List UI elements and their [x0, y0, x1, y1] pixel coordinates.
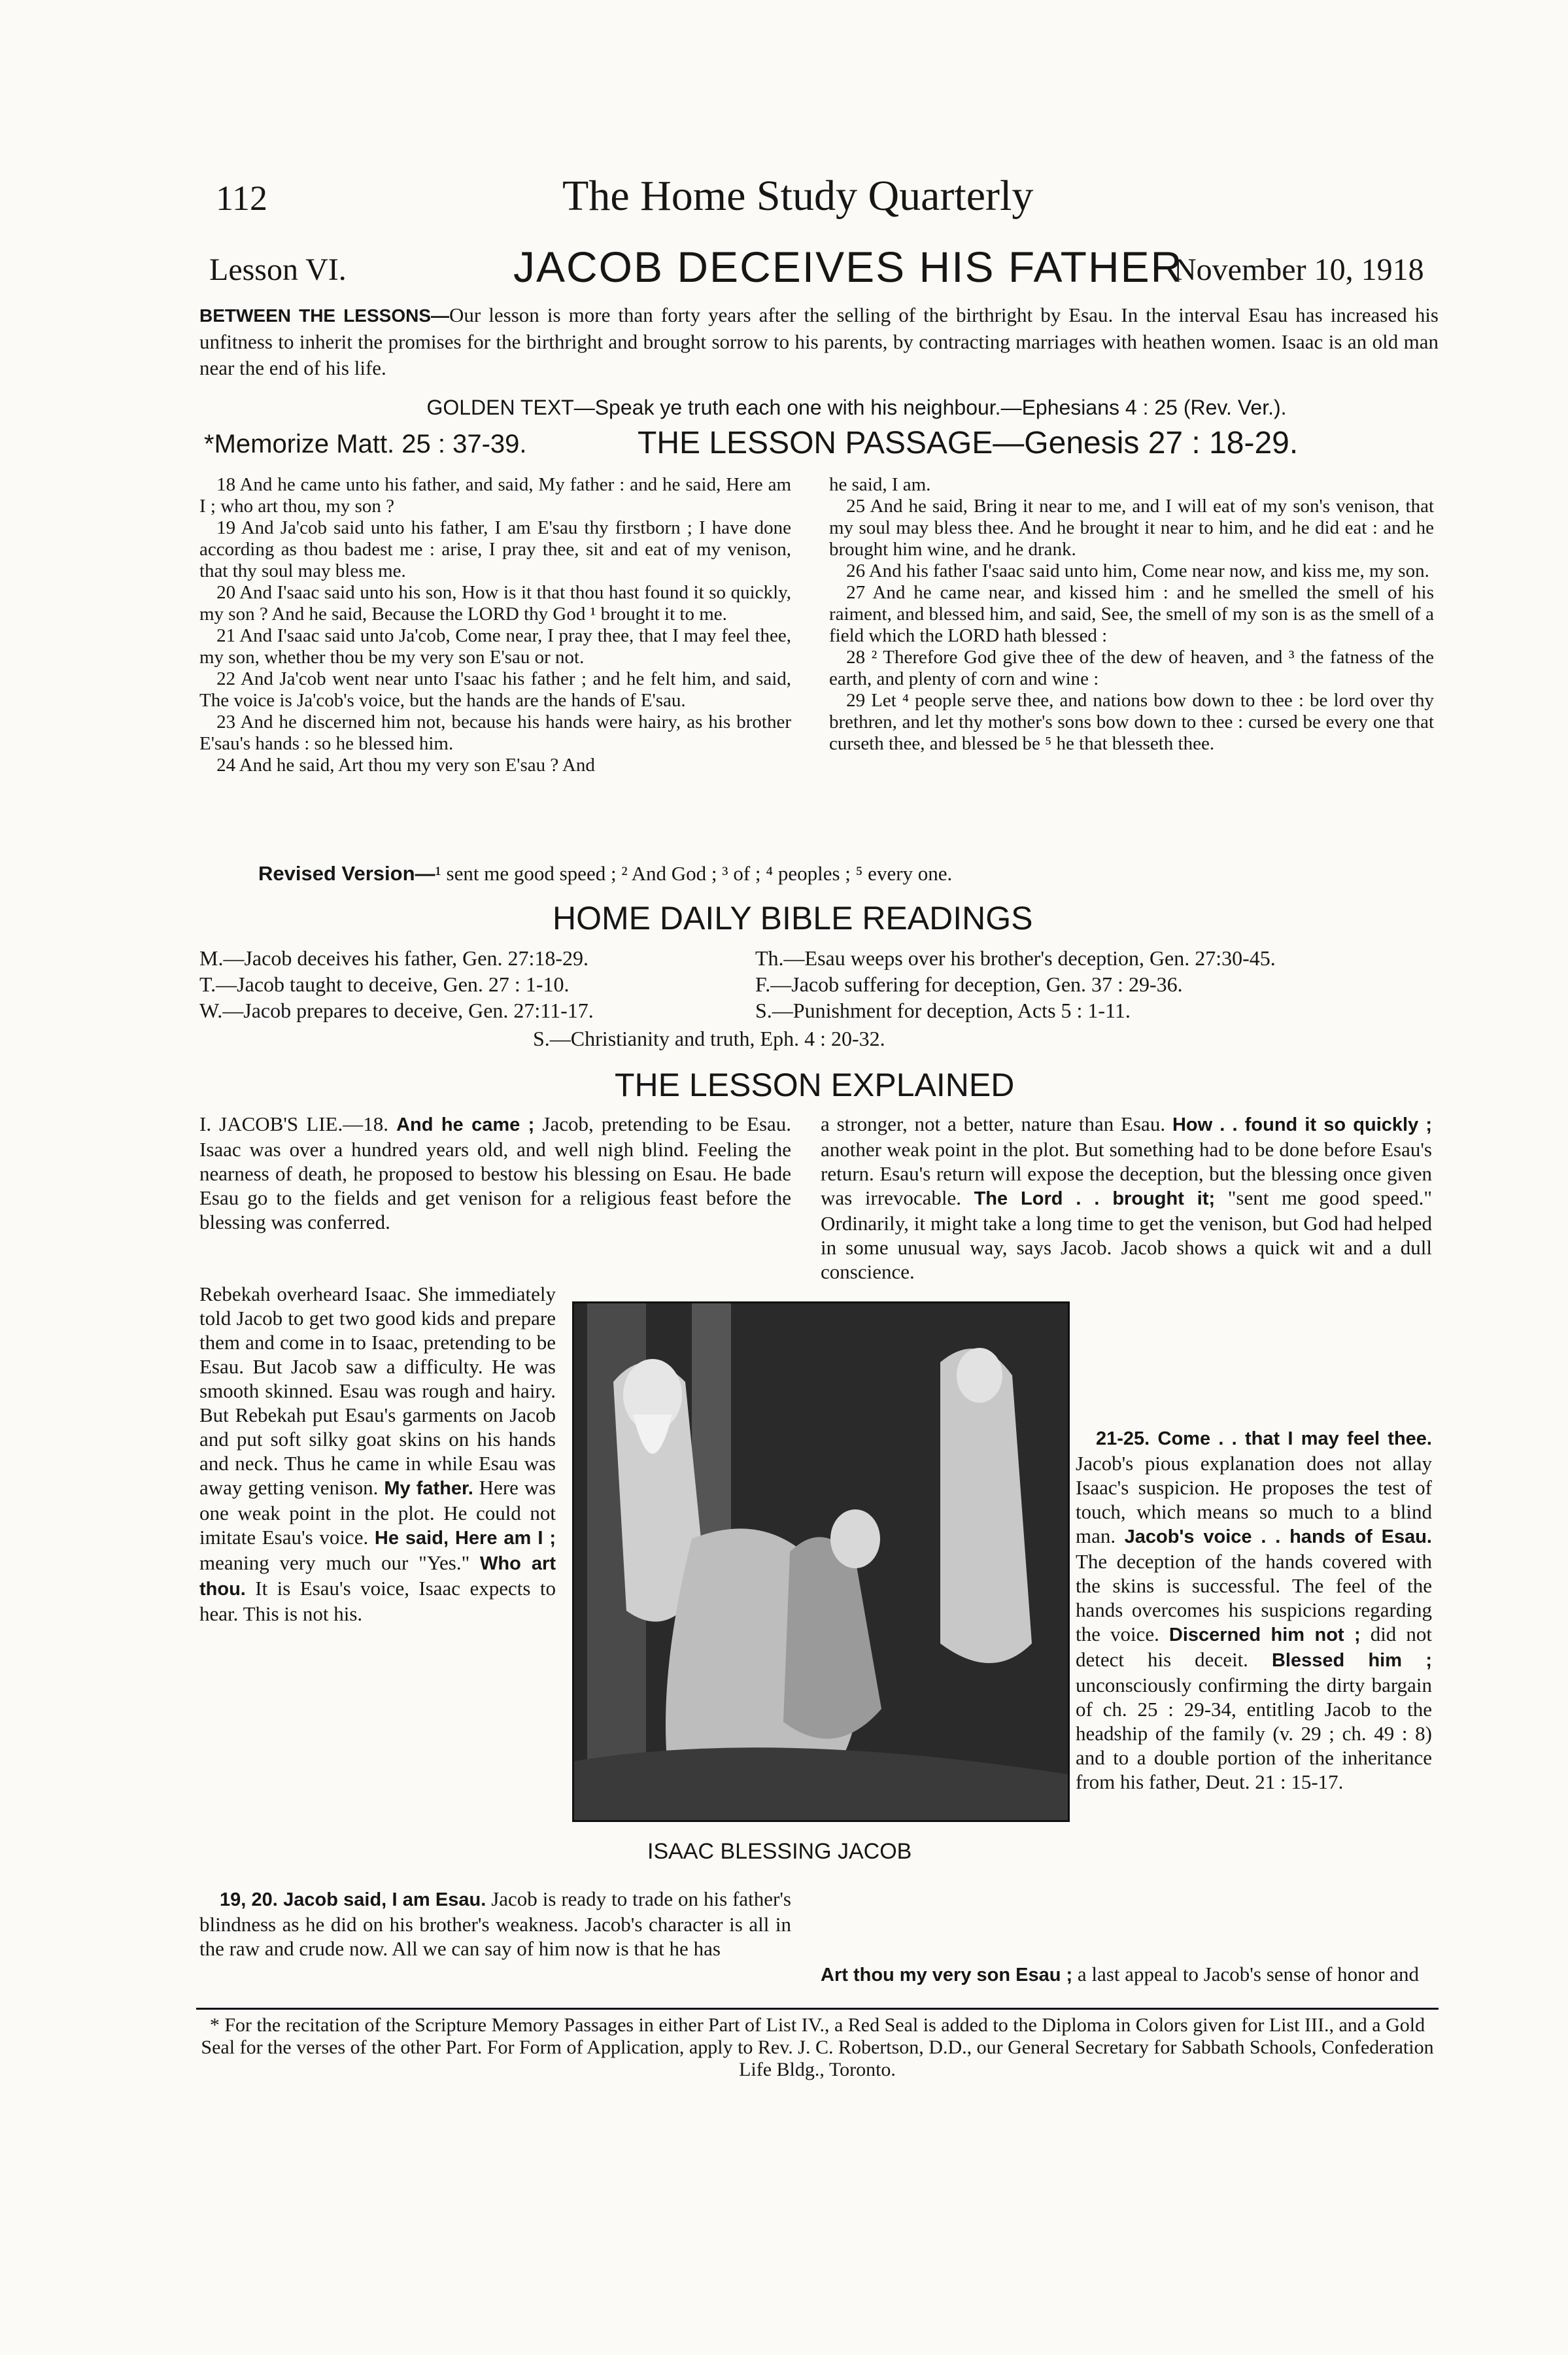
reading-item: F.—Jacob suffering for deception, Gen. 37 : 29-36.: [755, 972, 1183, 996]
paragraph-text: unconsciously confirming the dirty bargain of ch. 25 : 29-34, entitling Jacob to the headship of the family (v. 29 ; ch. 49 : 8) and to a double portion of the inheritance from his father, Deut. 21 : 15-17.: [1076, 1674, 1432, 1793]
verse: he said, I am.: [829, 474, 931, 495]
paragraph-text: Rebekah overheard Isaac. She immediately told Jacob to get two good kids and prepare them and come in to Isaac, pretending to be Esau. But Jacob saw a difficulty. He was smooth skinned. Esau was rough and hairy. But Rebekah put Esau's garments on Jacob and put soft silky goat skins on his hands and neck. Thus he came in while Esau was away getting venison.: [199, 1282, 556, 1499]
verse: 26 And his father I'saac said unto him, Come near now, and kiss me, my son.: [846, 560, 1429, 581]
verse: 28 ² Therefore God give thee of the dew of heaven, and ³ the fatness of the earth, and plenty of corn and wine :: [829, 647, 1434, 689]
phrase-heading: And he came ;: [396, 1114, 535, 1135]
phrase-heading: Art thou my very son Esau ;: [821, 1965, 1073, 1985]
paragraph-text: "sent me good speed." Ordinarily, it might take a long time to get the venison, but God had helped in some unusual way, says Jacob. Jacob shows a quick wit and a dull conscience.: [821, 1186, 1433, 1283]
reading-item: S.—Punishment for deception, Acts 5 : 1-11.: [755, 999, 1131, 1022]
memorize-note: *Memorize Matt. 25 : 37-39.: [204, 430, 527, 458]
verse: 29 Let ⁴ people serve thee, and nations bow down to thee : be lord over thy brethren, and let thy mother's sons bow down to thee : cursed be every one that curseth thee, and blessed be ⁵ he that blesseth thee.: [829, 690, 1434, 754]
explained-right-upper: [821, 1112, 1432, 1284]
readings-heading: HOME DAILY BIBLE READINGS: [553, 900, 1033, 937]
illustration-isaac-blessing-jacob: [572, 1301, 1070, 1822]
paragraph-text: meaning very much our "Yes.": [199, 1551, 470, 1574]
paragraph-text: a last appeal to Jacob's sense of honor and: [1072, 1963, 1420, 1985]
paragraph-text: Jacob's pious explanation does not allay Isaac's suspicion. He proposes the test of touch, which means so much to a blind man.: [1076, 1452, 1432, 1547]
explained-left-lower: [199, 1887, 791, 1961]
reading-item: M.—Jacob deceives his father, Gen. 27:18-29.: [199, 946, 588, 970]
footnote-divider: [196, 2008, 1439, 2010]
between-the-lessons: [199, 302, 1439, 381]
phrase-heading: Jacob's voice . . hands of Esau.: [1124, 1526, 1432, 1547]
explained-left-narrow: [199, 1282, 556, 1626]
reading-item-last: S.—Christianity and truth, Eph. 4 : 20-32.: [533, 1027, 885, 1050]
paragraph-text: It is Esau's voice, Isaac expects to hear. This is not his.: [199, 1577, 556, 1625]
verse: 24 And he said, Art thou my very son E'sau ? And: [216, 755, 595, 776]
verse: 20 And I'saac said unto his son, How is it that thou hast found it so quickly, my son ? And he said, Because the LORD thy God ¹ brought it to me.: [199, 582, 791, 625]
phrase-heading: The Lord . . brought it;: [974, 1188, 1216, 1209]
paragraph-text: Here was one weak point in the plot. He could not imitate Esau's voice.: [199, 1476, 556, 1549]
verse: 23 And he discerned him not, because his hands were hairy, as his brother E'sau's hands : so he blessed him.: [199, 712, 791, 754]
phrase-heading: How . . found it so quickly ;: [1172, 1114, 1433, 1135]
verse: 21 And I'saac said unto Ja'cob, Come near, I pray thee, that I may feel thee, my son, whether thou be my very son E'sau or not.: [199, 625, 791, 668]
paragraph-text: Jacob is ready to trade on his father's blindness as he did on his brother's weakness. Jacob's character is all in the raw and crude now. All we can say of him now is that he has: [199, 1887, 791, 1960]
reading-item: W.—Jacob prepares to deceive, Gen. 27:11-17.: [199, 999, 594, 1022]
reading-item: T.—Jacob taught to deceive, Gen. 27 : 1-10.: [199, 972, 570, 996]
readings-left: [199, 945, 594, 1023]
revised-label: Revised Version—: [258, 862, 435, 885]
verse: 27 And he came near, and kissed him : and he smelled the smell of his raiment, and blessed him, and said, See, the smell of my son is as the smell of a field which the LORD hath blessed :: [829, 582, 1434, 646]
revised-text: ¹ sent me good speed ; ² And God ; ³ of ; ⁴ peoples ; ⁵ every one.: [435, 862, 953, 885]
paragraph-text: a stronger, not a better, nature than Esau.: [821, 1112, 1166, 1135]
verses-left-column: [199, 474, 791, 776]
lesson-date: November 10, 1918: [1174, 252, 1424, 287]
journal-title: The Home Study Quarterly: [562, 172, 1034, 220]
verse: 22 And Ja'cob went near unto I'saac his father ; and he felt him, and said, The voice is Ja'cob's voice, but the hands are the hands of E'sau.: [199, 668, 791, 711]
phrase-heading: Blessed him ;: [1271, 1650, 1432, 1671]
phrase-heading: Discerned him not ;: [1168, 1624, 1361, 1645]
engraving-picture: [574, 1303, 1068, 1820]
section-heading: I. JACOB'S LIE.—18.: [199, 1112, 388, 1135]
paragraph-text: another weak point in the plot. But something had to be done before Esau's return. Esau's return will expose the deception, but the blessing once given was irrevocable.: [821, 1138, 1432, 1209]
phrase-heading: My father.: [384, 1478, 473, 1499]
phrase-heading: 21-25. Come . . that I may feel thee.: [1096, 1428, 1432, 1449]
paragraph-text: The deception of the hands covered with the skins is successful. The feel of the hands overcomes his suspicions regarding the voice.: [1076, 1550, 1432, 1645]
verse: 18 And he came unto his father, and said, My father : and he said, Here am I ; who art thou, my son ?: [199, 474, 791, 517]
lesson-title: JACOB DECEIVES HIS FATHER: [513, 243, 1184, 291]
verse: 25 And he said, Bring it near to me, and I will eat of my son's venison, that my soul may bless thee. And he brought it near to him, and he did eat : and he brought him wine, and he drank.: [829, 496, 1434, 560]
illustration-caption: ISAAC BLESSING JACOB: [647, 1839, 912, 1864]
verse: 19 And Ja'cob said unto his father, I am E'sau thy firstborn ; I have done according as thou badest me : arise, I pray thee, sit and eat of my venison, that thy soul may bless me.: [199, 517, 791, 581]
explained-right-lower: [821, 1962, 1432, 1987]
between-label: BETWEEN THE LESSONS—: [199, 305, 450, 326]
reading-item: Th.—Esau weeps over his brother's deception, Gen. 27:30-45.: [755, 946, 1276, 970]
paragraph-text: did not detect his deceit.: [1076, 1623, 1432, 1671]
revised-version-note: [258, 862, 952, 885]
golden-text: GOLDEN TEXT—Speak ye truth each one with his neighbour.—Ephesians 4 : 25 (Rev. Ver.).: [426, 396, 1287, 419]
readings-right: [755, 945, 1276, 1023]
phrase-heading: Who art thou.: [199, 1553, 556, 1600]
explained-left-upper: [199, 1112, 791, 1234]
page-number: 112: [216, 179, 267, 218]
footnote: * For the recitation of the Scripture Memory Passages in either Part of List IV., a Red Seal is added to the Diploma in Colors given for List III., and a Gold Seal for the verses of the other Part. For Form of Application, apply to Rev. J. C. Robertson, D.D., our General Secretary for Sabbath Schools, Confederation Life Bldg., Toronto.: [201, 2014, 1434, 2080]
phrase-heading: He said, Here am I ;: [374, 1528, 556, 1549]
lesson-explained-heading: THE LESSON EXPLAINED: [615, 1067, 1015, 1103]
lesson-passage-heading: THE LESSON PASSAGE—Genesis 27 : 18-29.: [638, 426, 1299, 460]
between-text: Our lesson is more than forty years after the selling of the birthright by Esau. In the interval Esau has increased his unfitness to inherit the promises for the birthright and brought sorrow to his parents, by contracting marriages with heathen women. Isaac is an old man near the end of his life.: [199, 303, 1439, 379]
lesson-number: Lesson VI.: [209, 252, 347, 287]
explained-right-narrow: [1076, 1426, 1432, 1794]
phrase-heading: 19, 20. Jacob said, I am Esau.: [220, 1889, 486, 1910]
verses-right-column: [829, 474, 1434, 755]
paragraph-text: Jacob, pretending to be Esau. Isaac was over a hundred years old, and well nigh blind. Feeling the nearness of death, he proposed to bestow his blessing on Esau. He bade Esau go to the fields and get venison for a religious feast before the blessing was conferred.: [199, 1112, 792, 1233]
